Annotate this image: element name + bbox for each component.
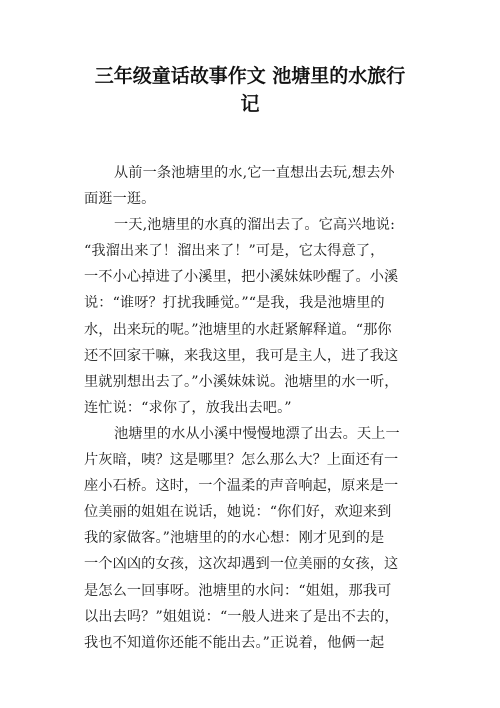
paragraph-1 [84,160,416,212]
document-body [84,160,416,656]
text-line: 以出去吗？”姐姐说：“一般人进来了是出不去的， [84,608,399,625]
document-title [84,62,416,118]
text-line: “我溜出来了！溜出来了！”可是，它太得意了， [84,243,385,260]
text-line: 片灰暗，咦？这是哪里？怎么那么大？上面还有一 [84,452,399,469]
title-line-2: 记 [240,93,260,115]
text-line: 连忙说：“求你了，放我出去吧。” [84,399,292,416]
text-line: 池塘里的水从小溪中慢慢地漂了出去。天上一 [114,425,400,442]
text-line: 面逛一逛。 [84,191,156,208]
text-line: 一不小心掉进了小溪里，把小溪妹妹吵醒了。小溪 [84,269,399,286]
text-line: 说：“谁呀？打扰我睡觉。”“是我，我是池塘里的 [84,295,385,312]
text-line: 位美丽的姐姐在说话，她说：“你们好，欢迎来到 [84,504,392,521]
text-line: 是怎么一回事呀。池塘里的水问：“姐姐，那我可 [84,582,392,599]
text-line: 一个凶凶的女孩，这次却遇到一位美丽的女孩，这 [84,556,399,573]
text-line: 里就别想出去了。”小溪妹妹说。池塘里的水一听， [84,373,399,390]
title-line-1: 三年级童话故事作文 池塘里的水旅行 [94,65,406,87]
text-line: 还不回家干嘛，来我这里，我可是主人，进了我这 [84,347,399,364]
text-line: 从前一条池塘里的水,它一直想出去玩,想去外 [114,165,395,181]
paragraph-3 [84,421,416,656]
text-line: 我也不知道你还能不能出去。”正说着，他俩一起 [84,634,385,651]
text-line: 我的家做客。”池塘里的的水心想：刚才见到的是 [84,530,385,547]
text-line: 一天,池塘里的水真的溜出去了。它高兴地说: [114,217,395,234]
text-line: 水，出来玩的呢。”池塘里的水赶紧解释道。“那你 [84,321,392,338]
text-line: 座小石桥。这时，一个温柔的声音响起，原来是一 [84,478,399,495]
paragraph-2 [84,212,416,421]
